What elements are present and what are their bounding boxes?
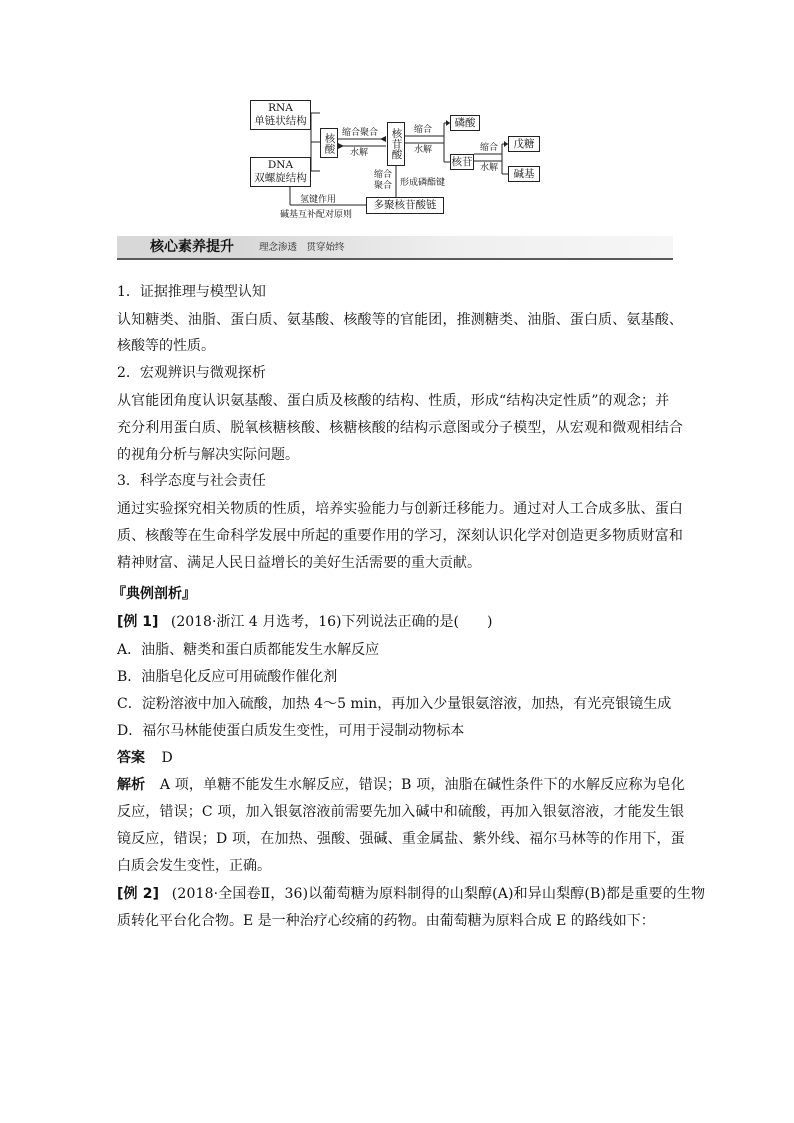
- section-3-heading: 3．科学态度与社会责任: [117, 473, 266, 489]
- example-1-option-a: A．油脂、糖类和蛋白质都能发生水解反应: [117, 642, 380, 658]
- analysis-header: 『典例剖析』: [112, 586, 196, 602]
- section-2-heading: 2．宏观辨识与微观探析: [117, 365, 266, 381]
- nucleic-acid-box: [320, 128, 338, 158]
- polynucleotide-box: [366, 197, 444, 214]
- hydrolysis-label-1: 水解: [350, 148, 369, 158]
- base-label: 碱基: [513, 167, 535, 180]
- example-1-explanation-line-4: 白质会发生变性，正确。: [117, 858, 271, 874]
- section-1-line-1: 认知糖类、油脂、蛋白质、氨基酸、核酸等的官能团，推测糖类、油脂、蛋白质、氨基酸、: [117, 312, 683, 328]
- hydrogen-bond-label: 氢键作用: [300, 195, 337, 205]
- condensation-label-1: 缩合: [414, 125, 433, 135]
- rna-box: [250, 100, 311, 130]
- condensation-vertical-label-2: 聚合: [374, 181, 393, 191]
- explanation-text-1: A 项，单糖不能发生水解反应，错误；B 项，油脂在碱性条件下的水解反应称为皂化: [159, 777, 686, 793]
- rna-structure-label: 单链状结构: [254, 115, 307, 127]
- dna-structure-label: 双螺旋结构: [254, 172, 307, 184]
- example-1-option-c: C．淀粉溶液中加入硫酸，加热 4～5 min，再加入少量银氨溶液，加热，有光亮银镜生成: [117, 696, 672, 712]
- section-1-heading: 1．证据推理与模型认知: [117, 284, 266, 300]
- example-1-tag: [例 1]: [117, 614, 159, 630]
- rna-label: RNA: [268, 102, 293, 114]
- section-2-line-2: 充分利用蛋白质、脱氧核糖核酸、核糖核酸的结构示意图或分子模型，从宏观和微观相结合: [117, 420, 683, 436]
- nucleotide-label: 核苷酸: [390, 128, 403, 160]
- base-box: [508, 166, 540, 182]
- dna-box: [250, 157, 311, 187]
- banner-title: 核心素养提升: [150, 239, 234, 255]
- explanation-label: 解析: [117, 777, 146, 793]
- condensation-label-2: 缩合: [480, 143, 499, 153]
- nucleoside-label: 核苷: [451, 155, 473, 168]
- hydrolysis-label-3: 水解: [480, 163, 499, 173]
- section-1-line-2: 核酸等的性质。: [117, 338, 215, 354]
- section-2-line-3: 的视角分析与解决实际问题。: [117, 447, 299, 463]
- nucleic-acid-structure-diagram: [240, 96, 560, 226]
- phosphoric-acid-label: 磷酸: [454, 116, 476, 129]
- answer-label: 答案: [117, 750, 145, 766]
- condensation-vertical-label-1: 缩合: [374, 170, 393, 180]
- example-1-answer-line: [117, 748, 677, 768]
- phosphodiester-bond-label: 形成磷酯键: [400, 178, 446, 188]
- example-2-line-2: 质转化平台化合物。E 是一种治疗心绞痛的药物。由葡萄糖为原料合成 E 的路线如下：: [117, 913, 655, 929]
- hydrolysis-label-2: 水解: [414, 145, 433, 155]
- example-2-text-1: (2018·全国卷Ⅱ，36)以葡萄糖为原料制得的山梨醇(A)和异山梨醇(B)都是重要的生物: [171, 886, 706, 902]
- pentose-box: [508, 136, 540, 152]
- section-3-line-3: 精神财富、满足人民日益增长的美好生活需要的重大贡献。: [117, 555, 481, 571]
- banner-subtitle: 理念渗透 贯穿始终: [259, 242, 345, 253]
- nucleoside-box: [450, 154, 474, 170]
- example-1-explanation-line-2: 反应，错误；C 项，加入银氨溶液前需要先加入碱中和硫酸，再加入银氨溶液，才能发生银: [117, 804, 685, 820]
- example-1-explanation-line-3: 镜反应，错误；D 项，在加热、强酸、强碱、重金属盐、紫外线、福尔马林等的作用下，蛋: [117, 831, 685, 847]
- example-2-tag: [例 2]: [117, 886, 160, 902]
- example-1-explanation-line-1: [117, 775, 686, 795]
- example-2-line-1: [117, 884, 706, 904]
- phosphoric-acid-box: [450, 115, 480, 131]
- pentose-label: 戊糖: [513, 137, 535, 150]
- core-literacy-banner: [117, 236, 673, 260]
- nucleotide-box: [387, 122, 405, 166]
- answer-value: D: [161, 750, 173, 766]
- example-1-question-line: [117, 612, 677, 632]
- nucleic-acid-label: 核酸: [323, 132, 336, 154]
- section-3-line-1: 通过实验探究相关物质的性质，培养实验能力与创新迁移能力。通过对人工合成多肽、蛋白: [117, 501, 683, 517]
- example-1-option-b: B．油脂皂化反应可用硫酸作催化剂: [117, 669, 338, 685]
- example-1-question: (2018·浙江 4 月选考，16)下列说法正确的是( ): [170, 614, 493, 630]
- section-2-line-1: 从官能团角度认识氨基酸、蛋白质及核酸的结构、性质，形成“结构决定性质”的观念；并: [117, 393, 670, 409]
- condensation-polymerization-label: 缩合聚合: [342, 128, 379, 138]
- base-pairing-label: 碱基互补配对原则: [280, 210, 353, 220]
- example-1-option-d: D．福尔马林能使蛋白质发生变性，可用于浸制动物标本: [117, 723, 465, 739]
- section-3-line-2: 质、核酸等在生命科学发展中所起的重要作用的学习，深刻认识化学对创造更多物质财富和: [117, 528, 683, 544]
- polynucleotide-label: 多聚核苷酸链: [373, 199, 437, 211]
- dna-label: DNA: [267, 159, 294, 171]
